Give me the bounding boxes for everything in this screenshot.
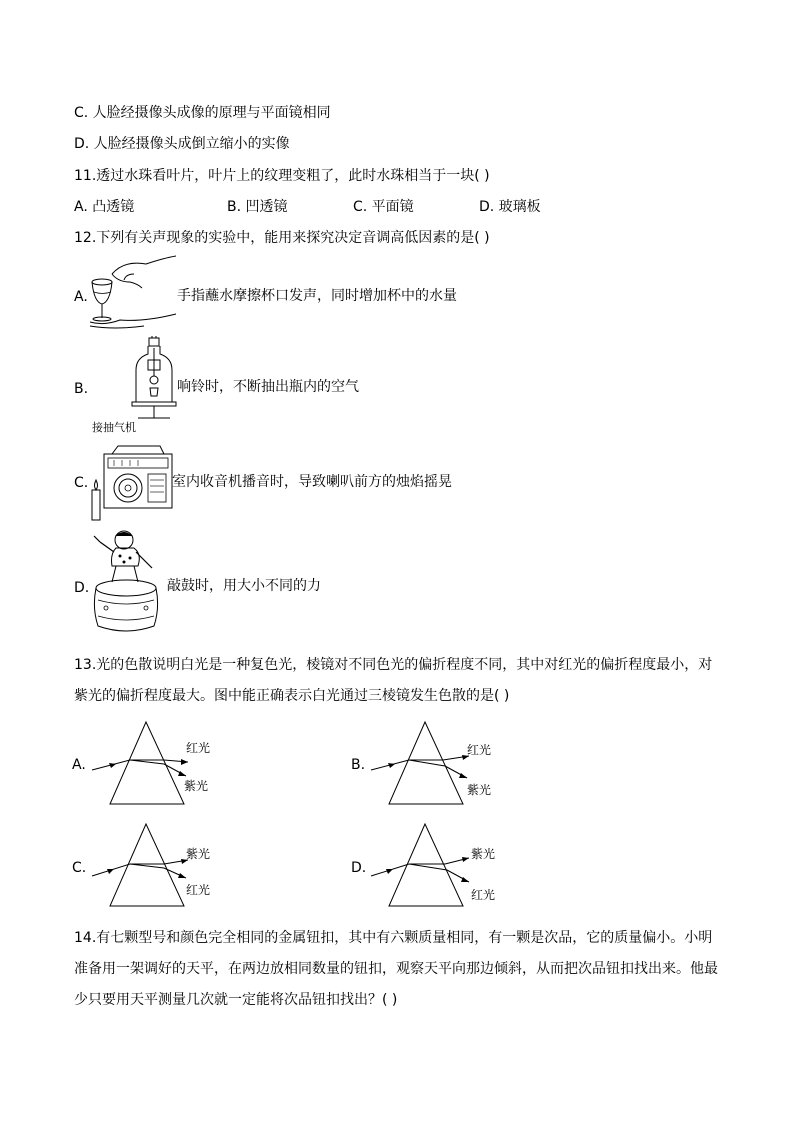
drummer-figure <box>86 528 166 638</box>
q12-option-d-text: 敲鼓时，用大小不同的力 <box>167 578 321 594</box>
q12-option-c-letter: C. <box>74 475 89 491</box>
q12-stem: 12.下列有关声现象的实验中，能用来探究决定音调高低因素的是( ) <box>74 230 490 246</box>
q13-option-b-letter: B. <box>351 757 366 773</box>
q10-option-c: C. 人脸经摄像头成像的原理与平面镜相同 <box>74 105 331 121</box>
q11-option-c: C. 平面镜 <box>353 199 414 215</box>
radio-candle-figure <box>84 442 176 524</box>
q13-stem-line2: 紫光的偏折程度最大。图中能正确表示白光通过三棱镜发生色散的是( ) <box>74 688 510 704</box>
q13-option-a-letter: A. <box>72 757 86 773</box>
q10-option-d: D. 人脸经摄像头成倒立缩小的实像 <box>74 136 290 152</box>
q13-option-a-top-label: 红光 <box>186 741 211 755</box>
q11-option-b: B. 凹透镜 <box>227 199 288 215</box>
q13-option-c-letter: C. <box>72 860 87 876</box>
q12-option-b-letter: B. <box>74 381 89 397</box>
q12-option-d-letter: D. <box>74 580 90 596</box>
q13-option-b-bottom-label: 紫光 <box>467 783 492 797</box>
prism-a-figure <box>92 722 222 808</box>
q12-option-b-caption: 接抽气机 <box>92 421 136 434</box>
q12-option-a-text: 手指蘸水摩擦杯口发声，同时增加杯中的水量 <box>177 288 457 304</box>
q13-option-b-top-label: 红光 <box>467 743 492 757</box>
q11-option-a: A. 凸透镜 <box>74 199 135 215</box>
q13-stem-line1: 13.光的色散说明白光是一种复色光，棱镜对不同色光的偏折程度不同，其中对红光的偏折程度最小，对 <box>74 657 713 673</box>
q13-option-c-top-label: 紫光 <box>186 847 211 861</box>
q12-option-c-text: 室内收音机播音时，导致喇叭前方的烛焰摇晃 <box>172 474 452 490</box>
bell-jar-figure <box>128 336 178 422</box>
q13-option-c-bottom-label: 红光 <box>186 883 211 897</box>
q14-line2: 准备用一架调好的天平，在两边放相同数量的钮扣，观察天平向那边倾斜，从而把次品钮扣找出来。他最 <box>74 961 718 977</box>
q12-option-a-letter: A. <box>74 289 88 305</box>
q14-line1: 14.有七颗型号和颜色完全相同的金属钮扣，其中有六颗质量相同，有一颗是次品，它的质量偏小。小明 <box>74 930 713 946</box>
q13-option-a-bottom-label: 紫光 <box>184 779 209 793</box>
q11-stem: 11.透过水珠看叶片，叶片上的纹理变粗了，此时水珠相当于一块( ) <box>74 168 490 184</box>
q13-option-d-letter: D. <box>351 860 367 876</box>
q14-line3: 少只要用天平测量几次就一定能将次品钮扣找出？( ) <box>74 992 398 1008</box>
q13-option-d-bottom-label: 红光 <box>471 888 496 902</box>
wine-glass-figure <box>84 252 180 332</box>
q13-option-d-top-label: 紫光 <box>471 847 496 861</box>
q12-option-b-text: 响铃时，不断抽出瓶内的空气 <box>177 379 359 395</box>
q11-option-d: D. 玻璃板 <box>479 199 541 215</box>
